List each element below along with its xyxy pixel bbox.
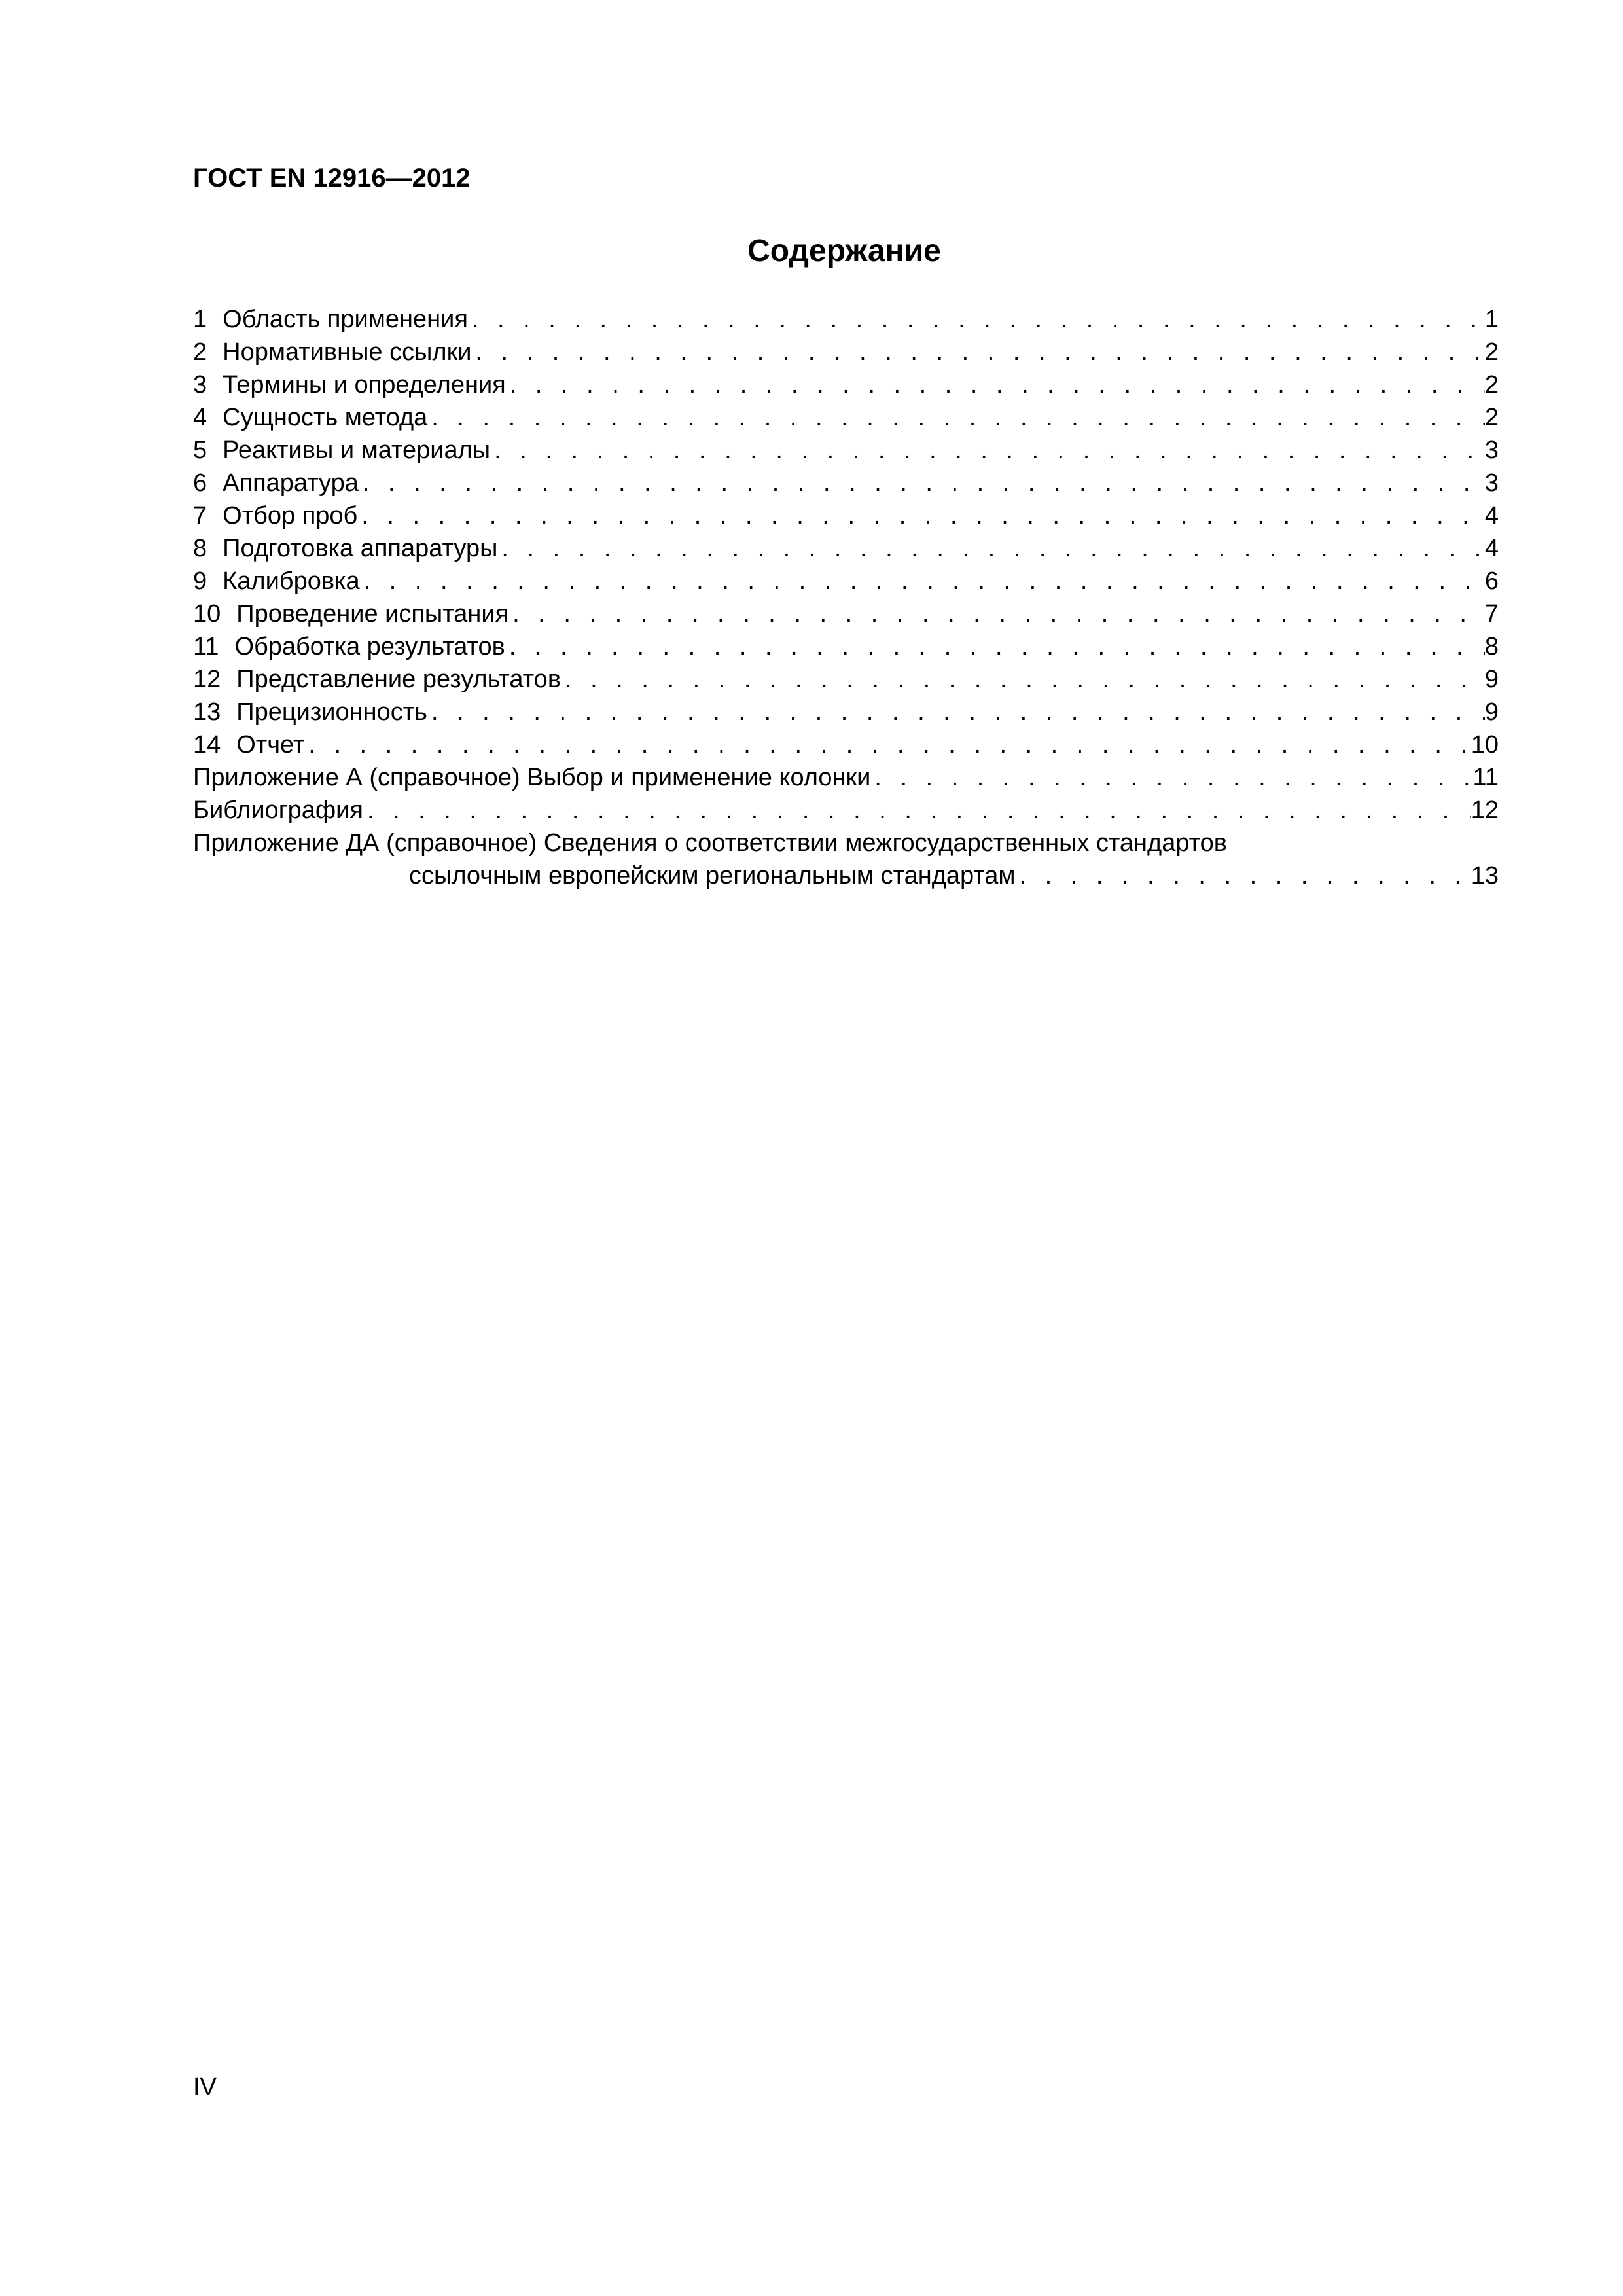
toc-entry-title: Нормативные ссылки bbox=[223, 338, 472, 366]
toc-entry-title: Приложение ДА (справочное) Сведения о соответствии межгосударственных стандартов bbox=[193, 829, 1227, 857]
toc-entry-5[interactable] bbox=[193, 434, 1499, 467]
toc-entry-1[interactable] bbox=[193, 303, 1499, 336]
toc-entry-title: Аппаратура bbox=[223, 469, 359, 497]
toc-leader-dots bbox=[506, 368, 1485, 401]
toc-entry-9[interactable] bbox=[193, 565, 1499, 598]
toc-leader-dots bbox=[468, 303, 1485, 336]
toc-entry-number: 8 bbox=[193, 535, 207, 562]
toc-leader-dots bbox=[360, 565, 1485, 598]
table-of-contents bbox=[193, 303, 1499, 892]
toc-entry-4[interactable] bbox=[193, 401, 1499, 434]
toc-leader-dots bbox=[1016, 859, 1471, 892]
toc-entry-page: 13 bbox=[1471, 862, 1499, 889]
toc-entry-page: 12 bbox=[1471, 797, 1499, 824]
toc-entry-number: 3 bbox=[193, 371, 207, 399]
toc-entry-12[interactable] bbox=[193, 663, 1499, 696]
toc-entry-title: Подготовка аппаратуры bbox=[223, 535, 498, 562]
toc-leader-dots bbox=[561, 663, 1485, 696]
toc-entry-number: 11 bbox=[193, 633, 219, 660]
toc-entry-title: Отчет bbox=[236, 731, 305, 759]
document-code: ГОСТ EN 12916—2012 bbox=[193, 164, 471, 192]
toc-entry-11[interactable] bbox=[193, 630, 1499, 663]
toc-leader-dots bbox=[363, 794, 1471, 827]
toc-entry-page: 4 bbox=[1484, 502, 1499, 529]
toc-entry-number: 5 bbox=[193, 437, 207, 464]
toc-entry-bibliography[interactable] bbox=[193, 794, 1499, 827]
toc-entry-page: 2 bbox=[1484, 338, 1499, 366]
toc-entry-number: 14 bbox=[193, 731, 221, 759]
toc-entry-number: 7 bbox=[193, 502, 207, 529]
toc-entry-page: 11 bbox=[1472, 764, 1499, 791]
toc-entry-7[interactable] bbox=[193, 499, 1499, 532]
toc-entry-title: Приложение А (справочное) Выбор и применение колонки bbox=[193, 764, 871, 791]
toc-entry-annex-da-line2[interactable] bbox=[193, 859, 1499, 892]
toc-entry-2[interactable] bbox=[193, 336, 1499, 368]
toc-entry-title: Прецизионность bbox=[236, 698, 427, 726]
page-number: IV bbox=[193, 2073, 217, 2101]
toc-entry-page: 2 bbox=[1484, 371, 1499, 399]
toc-entry-13[interactable] bbox=[193, 696, 1499, 728]
toc-leader-dots bbox=[427, 696, 1485, 728]
toc-entry-number: 4 bbox=[193, 404, 207, 431]
toc-entry-title: Библиография bbox=[193, 797, 363, 824]
toc-entry-3[interactable] bbox=[193, 368, 1499, 401]
toc-entry-page: 6 bbox=[1484, 567, 1499, 595]
toc-entry-annex-a[interactable] bbox=[193, 761, 1499, 794]
toc-entry-page: 9 bbox=[1484, 698, 1499, 726]
toc-entry-page: 9 bbox=[1484, 666, 1499, 693]
toc-entry-title: Калибровка bbox=[223, 567, 360, 595]
toc-leader-dots bbox=[505, 630, 1485, 663]
toc-entry-number: 9 bbox=[193, 567, 207, 595]
toc-leader-dots bbox=[359, 467, 1485, 499]
toc-leader-dots bbox=[870, 761, 1472, 794]
toc-entry-14[interactable] bbox=[193, 728, 1499, 761]
toc-entry-page: 4 bbox=[1484, 535, 1499, 562]
toc-entry-number: 12 bbox=[193, 666, 221, 693]
toc-entry-page: 3 bbox=[1484, 469, 1499, 497]
toc-entry-title: Отбор проб bbox=[223, 502, 358, 529]
toc-entry-title: Реактивы и материалы bbox=[223, 437, 491, 464]
toc-entry-page: 1 bbox=[1484, 306, 1499, 333]
toc-entry-title: Представление результатов bbox=[236, 666, 562, 693]
toc-entry-page: 2 bbox=[1484, 404, 1499, 431]
toc-leader-dots bbox=[357, 499, 1485, 532]
toc-entry-number: 10 bbox=[193, 600, 221, 628]
toc-entry-number: 1 bbox=[193, 306, 207, 333]
toc-title: Содержание bbox=[747, 234, 941, 268]
toc-entry-title: Область применения bbox=[223, 306, 468, 333]
toc-entry-page: 7 bbox=[1484, 600, 1499, 628]
toc-entry-page: 3 bbox=[1484, 437, 1499, 464]
toc-entry-number: 6 bbox=[193, 469, 207, 497]
toc-leader-dots bbox=[304, 728, 1471, 761]
toc-leader-dots bbox=[497, 532, 1484, 565]
toc-entry-8[interactable] bbox=[193, 532, 1499, 565]
toc-entry-number: 2 bbox=[193, 338, 207, 366]
toc-entry-title: Сущность метода bbox=[223, 404, 428, 431]
toc-entry-title: Термины и определения bbox=[223, 371, 506, 399]
toc-entry-number: 13 bbox=[193, 698, 221, 726]
toc-entry-page: 8 bbox=[1484, 633, 1499, 660]
toc-leader-dots bbox=[471, 336, 1484, 368]
toc-entry-annex-da-line1[interactable] bbox=[193, 827, 1499, 859]
toc-entry-page: 10 bbox=[1471, 731, 1499, 759]
toc-entry-title: Проведение испытания bbox=[236, 600, 509, 628]
toc-entry-title: Обработка результатов bbox=[234, 633, 505, 660]
toc-entry-6[interactable] bbox=[193, 467, 1499, 499]
toc-entry-10[interactable] bbox=[193, 598, 1499, 630]
toc-entry-title-continued: ссылочным европейским региональным стандартам bbox=[409, 862, 1016, 889]
toc-leader-dots bbox=[508, 598, 1485, 630]
toc-leader-dots bbox=[427, 401, 1485, 434]
toc-leader-dots bbox=[490, 434, 1485, 467]
